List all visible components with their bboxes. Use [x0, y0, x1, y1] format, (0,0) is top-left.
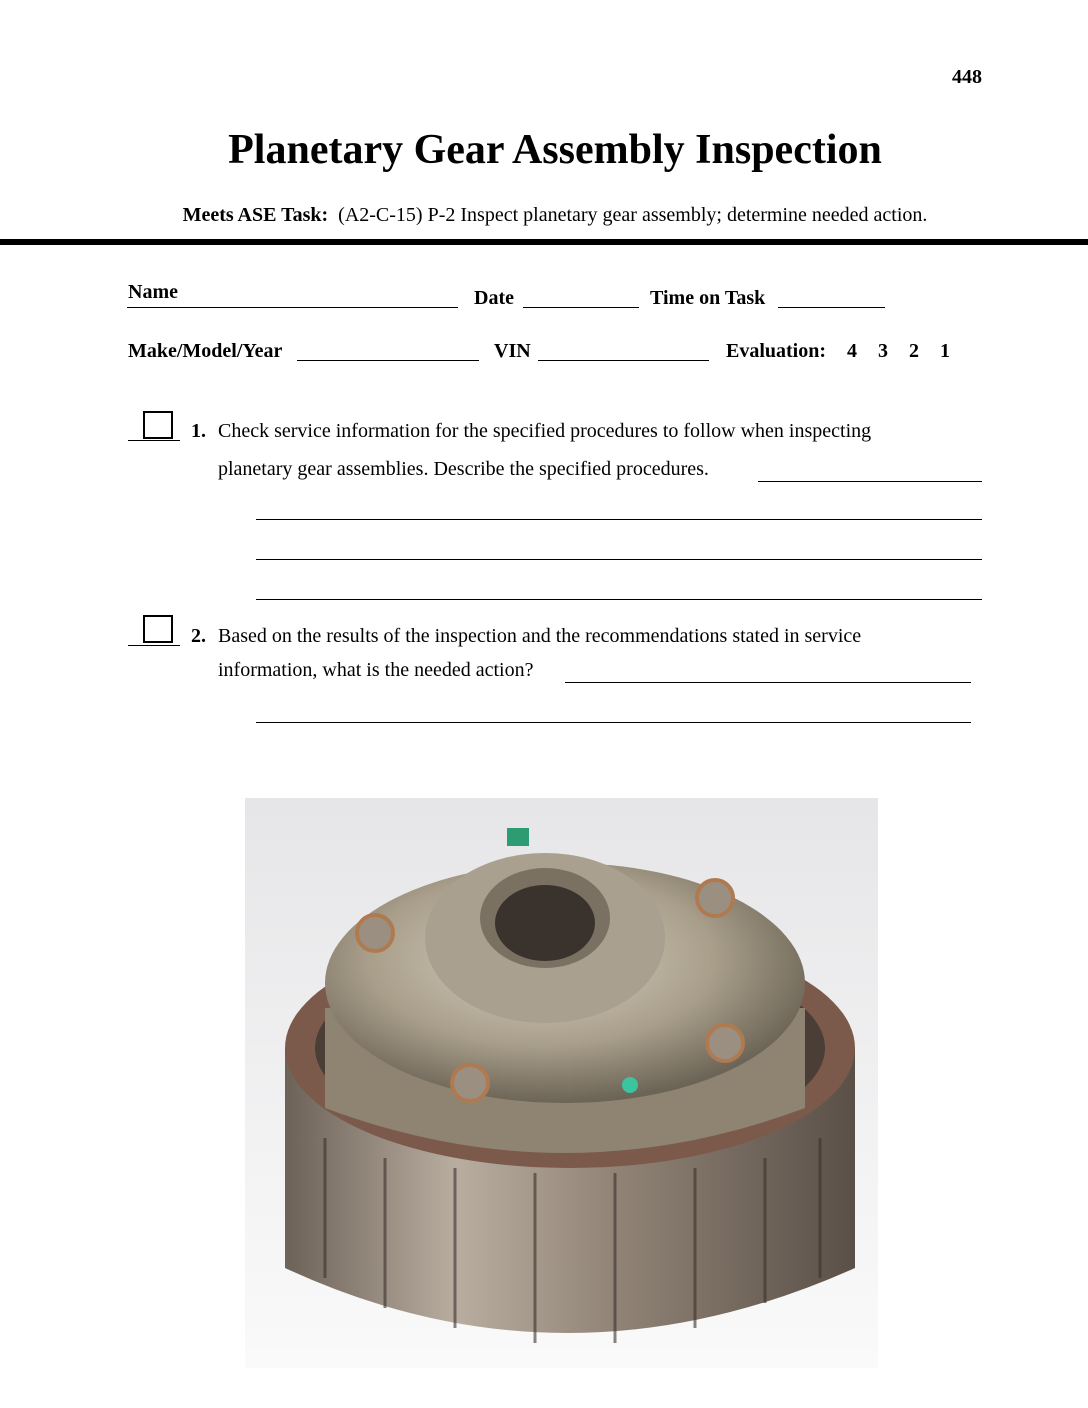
planetary-gear-photo — [245, 798, 878, 1368]
item-1-answer-line[interactable] — [758, 481, 982, 482]
item-2-text-line1: Based on the results of the inspection and the recommendations stated in service — [218, 625, 862, 647]
score-3[interactable]: 3 — [878, 340, 888, 362]
score-1[interactable]: 1 — [940, 340, 950, 362]
item-2-answer-line[interactable] — [256, 722, 971, 723]
item-1-answer-line[interactable] — [256, 519, 982, 520]
ase-task-text: (A2-C-15) P-2 Inspect planetary gear assembly; determine needed action. — [338, 204, 928, 226]
item-1-answer-line[interactable] — [256, 559, 982, 560]
ase-task — [0, 204, 1088, 227]
item-2-answer-line[interactable] — [565, 682, 971, 683]
item-1-check-line — [128, 440, 180, 441]
name-label: Name — [128, 281, 178, 303]
score-2[interactable]: 2 — [909, 340, 919, 362]
item-1-text-line2: planetary gear assemblies. Describe the specified procedures. — [218, 458, 709, 480]
item-1-number: 1. — [191, 420, 206, 442]
make-model-year-label: Make/Model/Year — [128, 340, 283, 362]
item-2-checkbox[interactable] — [143, 615, 173, 643]
vin-field[interactable] — [538, 360, 709, 361]
time-on-task-label: Time on Task — [650, 287, 766, 309]
time-on-task-field[interactable] — [778, 307, 885, 308]
ase-task-label: Meets ASE Task: — [182, 204, 329, 226]
date-label: Date — [474, 287, 514, 309]
page-number: 448 — [952, 66, 982, 88]
name-field[interactable] — [127, 307, 458, 308]
item-1-answer-line[interactable] — [256, 599, 982, 600]
header-divider — [0, 239, 1088, 245]
item-1-checkbox[interactable] — [143, 411, 173, 439]
item-2-number: 2. — [191, 625, 206, 647]
make-model-year-field[interactable] — [297, 360, 479, 361]
item-1-text-line1: Check service information for the specified procedures to follow when inspecting — [218, 420, 872, 442]
evaluation-label: Evaluation: — [726, 340, 827, 362]
item-2-check-line — [128, 645, 180, 646]
vin-label: VIN — [494, 340, 531, 362]
date-field[interactable] — [523, 307, 639, 308]
score-4[interactable]: 4 — [847, 340, 857, 362]
planetary-gear-image — [245, 798, 878, 1368]
evaluation-scores — [847, 340, 950, 363]
item-2-text-line2: information, what is the needed action? — [218, 659, 534, 681]
page-title: Planetary Gear Assembly Inspection — [228, 127, 882, 173]
